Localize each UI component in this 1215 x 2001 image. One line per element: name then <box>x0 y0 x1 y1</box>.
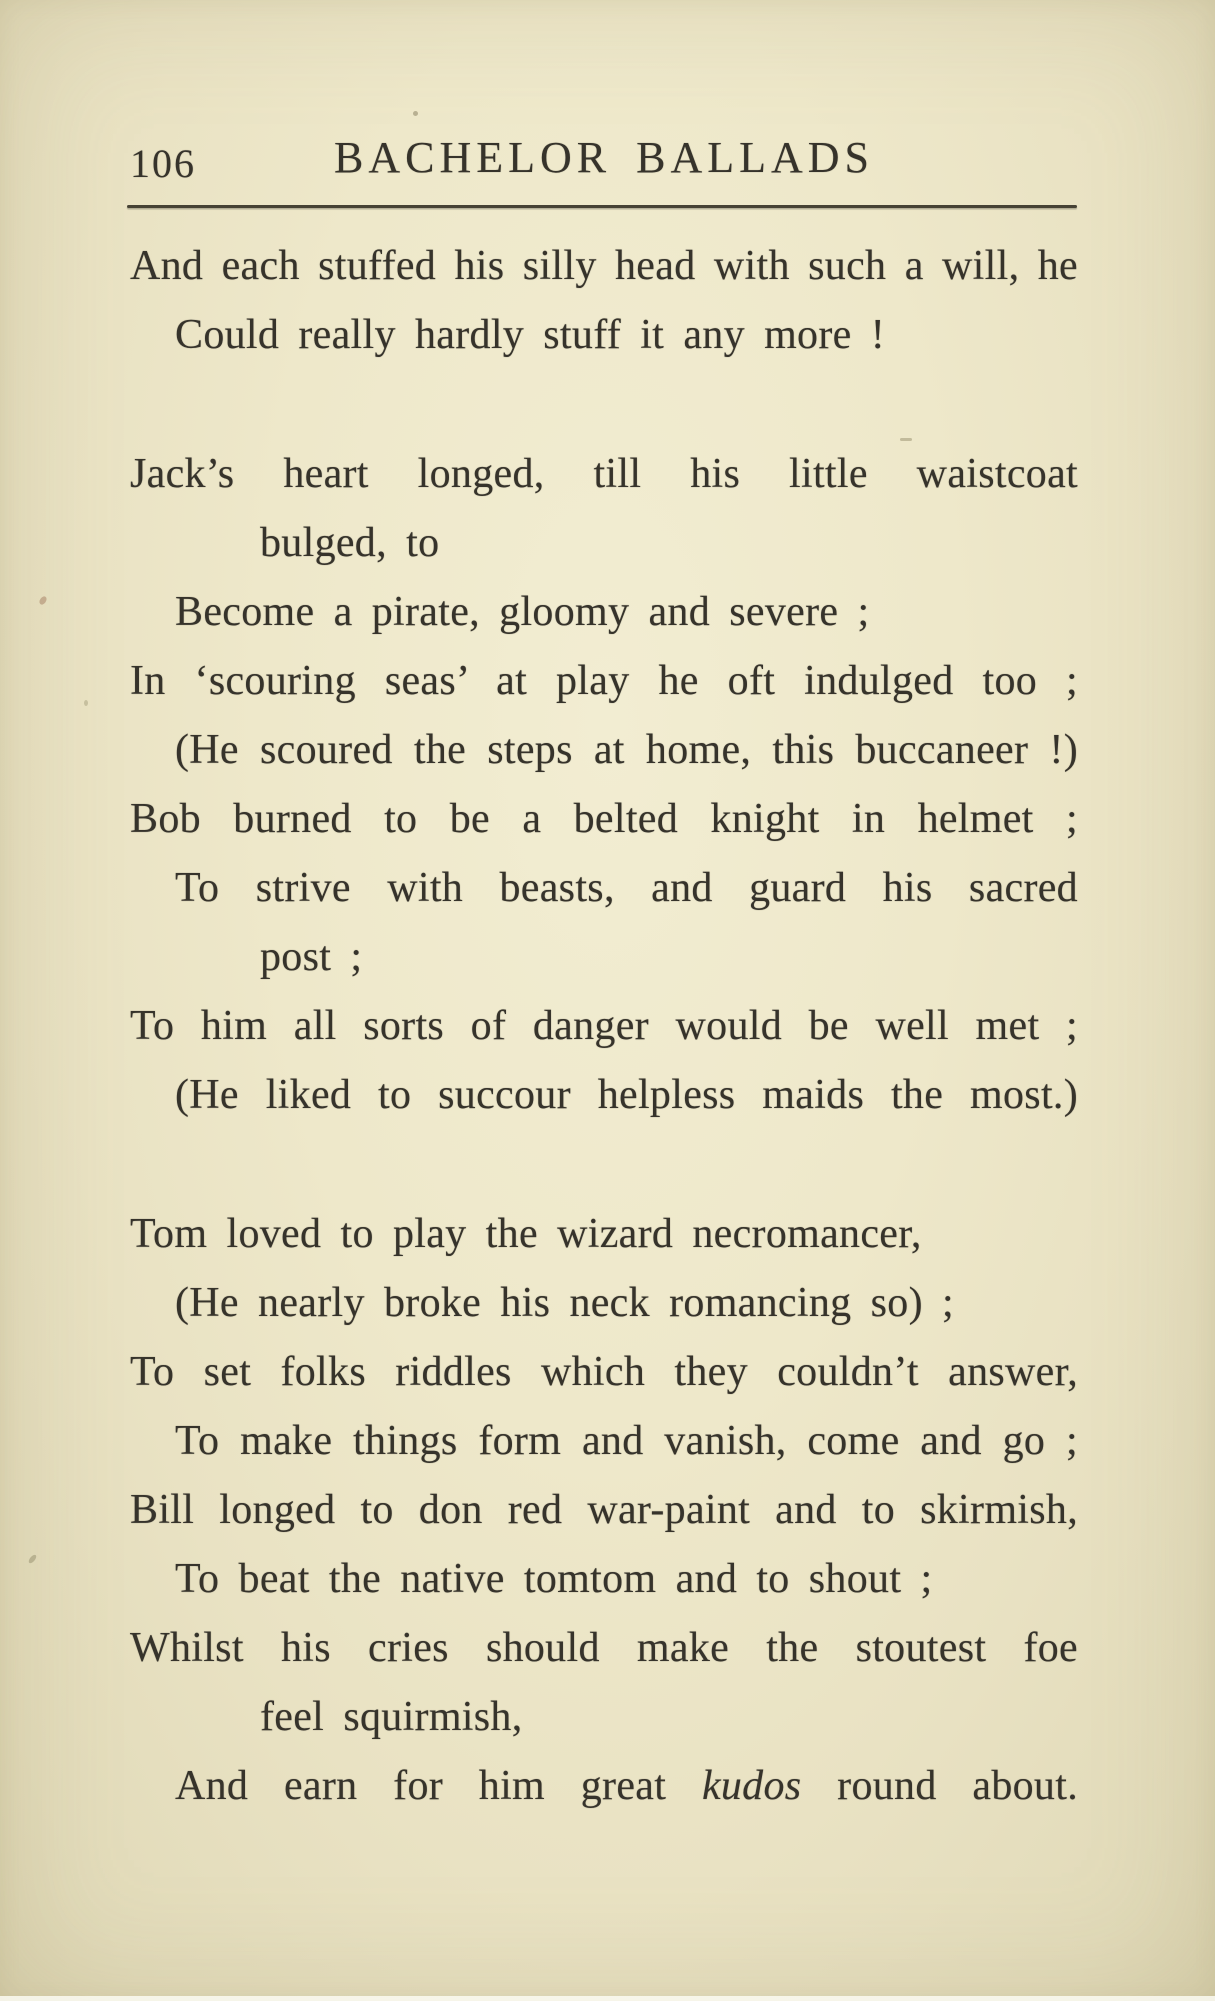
line-text: To beat the native tomtom and to shout ; <box>175 1556 933 1602</box>
stanza <box>130 440 1078 1130</box>
poem-line <box>130 1614 1078 1683</box>
poem-line <box>130 1407 1078 1476</box>
poem-line <box>130 578 1078 647</box>
poem-line <box>130 1338 1078 1407</box>
poem-line <box>130 509 1078 578</box>
line-text: To set folks riddles which they couldn’t answer, <box>130 1349 1078 1395</box>
poem-line <box>130 647 1078 716</box>
poem-text <box>130 232 1078 1821</box>
poem-line <box>130 1269 1078 1338</box>
poem-line <box>130 923 1078 992</box>
poem-line <box>130 1061 1078 1130</box>
poem-line <box>130 1752 1078 1821</box>
scan-speck <box>413 111 418 116</box>
line-text: Jack’s heart longed, till his little waistcoat <box>130 451 1078 497</box>
poem-line <box>130 785 1078 854</box>
line-text: And each stuffed his silly head with such a will, he <box>130 243 1078 289</box>
line-text: Could really hardly stuff it any more ! <box>175 312 886 358</box>
line-text: In ‘scouring seas’ at play he oft indulged too ; <box>130 658 1078 704</box>
page-number: 106 <box>130 141 196 186</box>
scan-speck <box>84 700 88 706</box>
line-text: Whilst his cries should make the stoutest foe <box>130 1625 1078 1671</box>
line-text: (He scoured the steps at home, this buccaneer !) <box>175 727 1078 773</box>
line-text: bulged, to <box>260 520 440 566</box>
poem-line <box>130 1545 1078 1614</box>
line-text: To him all sorts of danger would be well met ; <box>130 1003 1078 1049</box>
poem-line <box>130 716 1078 785</box>
poem-line <box>130 232 1078 301</box>
scan-speck <box>27 1554 37 1565</box>
line-text: To strive with beasts, and guard his sacred <box>175 865 1078 911</box>
line-text: feel squirmish, <box>260 1694 523 1740</box>
line-text: Become a pirate, gloomy and severe ; <box>175 589 870 635</box>
line-text: Bill longed to don red war-paint and to skirmish, <box>130 1487 1078 1533</box>
running-title: BACHELOR BALLADS <box>333 133 875 182</box>
line-text: And earn for him great <box>175 1763 702 1809</box>
stanza <box>130 232 1078 370</box>
stanza <box>130 1200 1078 1821</box>
line-text: (He liked to succour helpless maids the most.) <box>175 1072 1078 1118</box>
poem-line <box>130 992 1078 1061</box>
italic-word: kudos <box>701 1763 802 1809</box>
page-bottom-edge <box>0 1996 1215 2001</box>
poem-line <box>130 1476 1078 1545</box>
line-text: post ; <box>260 934 363 980</box>
scan-speck <box>900 438 912 441</box>
line-text: To make things form and vanish, come and go ; <box>175 1418 1078 1464</box>
poem-line <box>130 854 1078 923</box>
line-text: (He nearly broke his neck romancing so) ; <box>175 1280 955 1326</box>
line-text: round about. <box>801 1763 1079 1809</box>
poem-line <box>130 1683 1078 1752</box>
poem-line <box>130 1200 1078 1269</box>
header-rule <box>127 205 1077 208</box>
scan-speck <box>38 595 48 606</box>
poem-line <box>130 440 1078 509</box>
poem-line <box>130 301 1078 370</box>
line-text: Bob burned to be a belted knight in helmet ; <box>130 796 1078 842</box>
line-text: Tom loved to play the wizard necromancer, <box>130 1211 922 1257</box>
